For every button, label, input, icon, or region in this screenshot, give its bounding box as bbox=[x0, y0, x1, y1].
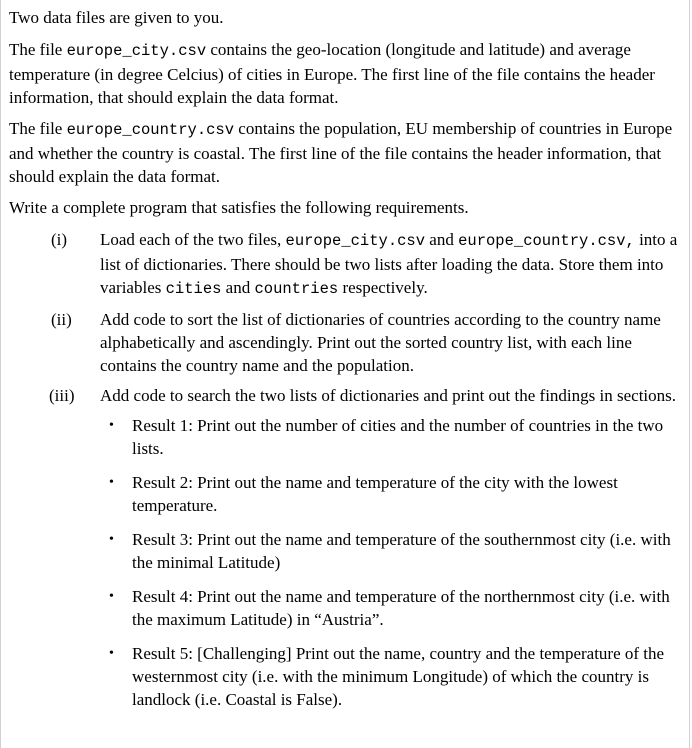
requirement-iii bbox=[9, 384, 679, 407]
list-item: • Result 2: Print out the name and temperature of the city with the lowest temperature. bbox=[109, 473, 618, 515]
file1-filename: europe_city.csv bbox=[66, 42, 207, 60]
list-item: • Result 5: [Challenging] Print out the name, country and the temperature of the westernmost city (i.e. with the minimum Longitude) of which the country is landlock (i.e. Coastal is False). bbox=[109, 644, 665, 709]
requirement-text: Add code to search the two lists of dictionaries and print out the findings in sections. bbox=[100, 386, 676, 405]
bullet-icon: • bbox=[109, 589, 114, 604]
requirement-text: Add code to sort the list of dictionaries of countries according to the country name alphabetically and ascendingly. Print out the sorted country list, with each line contains the country name and the population. bbox=[100, 310, 661, 375]
file2-filename: europe_country.csv bbox=[66, 121, 235, 139]
requirement-number: (i) bbox=[51, 230, 68, 249]
requirement-i bbox=[9, 228, 679, 301]
list-item: • Result 4: Print out the name and temperature of the northernmost city (i.e. with the maximum Latitude) in “Austria”. bbox=[109, 587, 670, 629]
list-item: • Result 1: Print out the number of cities and the number of countries in the two lists. bbox=[109, 416, 664, 458]
bullet-icon: • bbox=[109, 532, 114, 547]
requirement-number: (ii) bbox=[51, 310, 72, 329]
task-paragraph: Write a complete program that satisfies the following requirements. bbox=[9, 198, 469, 217]
requirement-number: (iii) bbox=[49, 386, 75, 405]
requirement-text: Load each of the two files, europe_city.csv and europe_country.csv, into a list of dictionaries. There should be two lists after loading the data. Store them into variables cities and countries respectively. bbox=[100, 230, 678, 298]
bullet-icon: • bbox=[109, 475, 114, 490]
intro-paragraph: Two data files are given to you. bbox=[9, 8, 224, 27]
requirement-ii bbox=[9, 308, 679, 377]
list-item: • Result 3: Print out the name and temperature of the southernmost city (i.e. with the minimal Latitude) bbox=[109, 530, 671, 572]
results-list bbox=[9, 414, 679, 711]
bullet-icon: • bbox=[109, 418, 114, 433]
file2-paragraph: The file europe_country.csv contains the population, EU membership of countries in Europe and whether the country is coastal. The first line of the file contains the header information, that should explain the data format. bbox=[9, 119, 673, 186]
file1-paragraph: The file europe_city.csv contains the geo-location (longitude and latitude) and average temperature (in degree Celcius) of cities in Europe. The first line of the file contains the header information, that should explain the data format. bbox=[9, 40, 655, 107]
bullet-icon: • bbox=[109, 646, 114, 661]
